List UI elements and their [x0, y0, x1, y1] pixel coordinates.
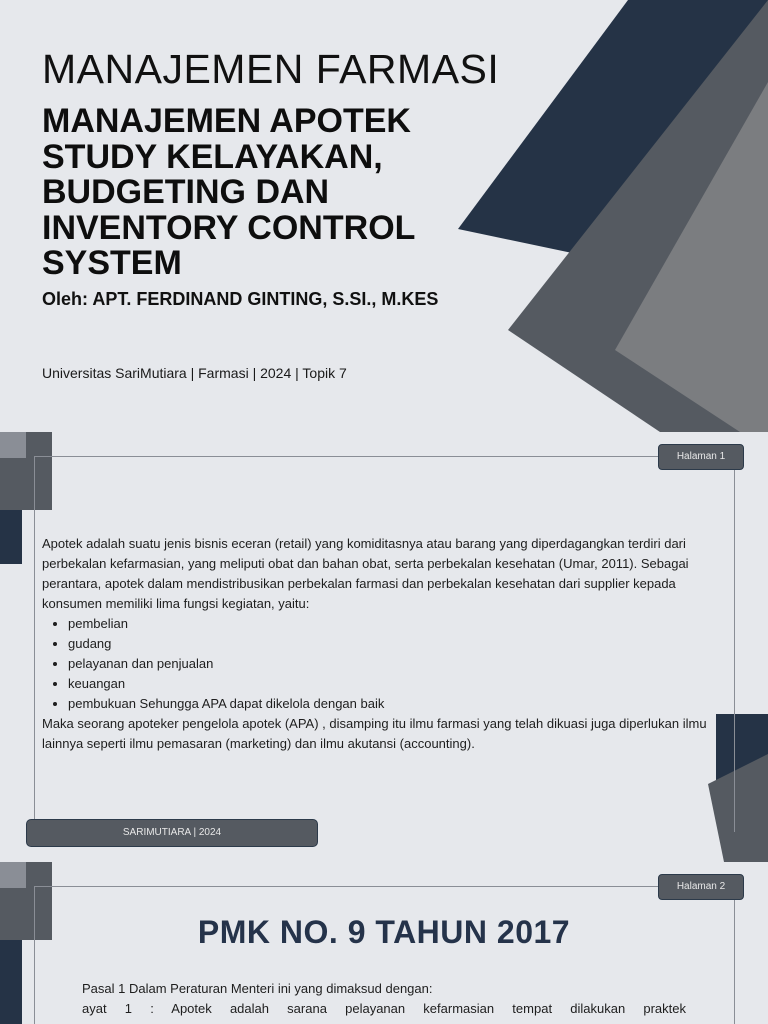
page-badge: Halaman 1 — [658, 444, 744, 470]
list-item: • pembelian — [68, 614, 712, 634]
function-list — [42, 614, 712, 714]
intro-paragraph: Apotek adalah suatu jenis bisnis eceran (retail) yang komiditasnya atau barang yang diperdagangkan terdiri dari perbekalan kefarmasian, yang meliputi obat dan bahan obat, serta perbekalan kesehatan (Umar, 2011). Sebagai perantara, apotek dalam mendistribusikan perbekalan farmasi dan perbekalan kesehatan dari supplier kepada konsumen memiliki lima fungsi kegiatan, yaitu: — [42, 536, 689, 611]
cover-subtitle: MANAJEMEN APOTEK STUDY KELAYAKAN, BUDGETING DAN INVENTORY CONTROL SYSTEM — [42, 102, 415, 282]
page-footer: SARIMUTIARA | 2024 — [26, 819, 318, 847]
frame-top-line — [34, 456, 658, 457]
list-item: • gudang — [68, 634, 712, 654]
list-item: • keuangan — [68, 674, 712, 694]
closing-paragraph: Maka seorang apoteker pengelola apotek (APA) , disamping itu ilmu farmasi yang telah dikuasi juga diperlukan ilmu lainnya seperti ilmu pemasaran (marketing) dan ilmu akutansi (accounting). — [42, 716, 707, 751]
page-2-line-1: Pasal 1 Dalam Peraturan Menteri ini yang dimaksud dengan: — [82, 981, 433, 996]
list-item: • pembukuan Sehungga APA dapat dikelola dengan baik — [68, 694, 712, 714]
page-1-body — [42, 534, 712, 754]
cover-title: MANAJEMEN FARMASI — [42, 46, 500, 92]
page-2-line-2: ayat 1 : Apotek adalah sarana pelayanan kefarmasian tempat dilakukan praktek — [82, 1001, 686, 1016]
frame-left-line — [34, 886, 35, 1024]
page-2-section — [0, 862, 768, 1024]
page-badge: Halaman 2 — [658, 874, 744, 900]
page-1-section — [0, 432, 768, 862]
page-2-title: PMK NO. 9 TAHUN 2017 — [197, 914, 571, 950]
cover-author: Oleh: APT. FERDINAND GINTING, S.SI., M.KES — [42, 289, 439, 309]
frame-right-line — [734, 468, 735, 832]
corner-block-light — [0, 432, 26, 458]
frame-top-line — [34, 886, 658, 887]
corner-block-navy — [0, 510, 22, 564]
cover-meta: Universitas SariMutiara | Farmasi | 2024 | Topik 7 — [42, 365, 347, 381]
frame-left-line — [34, 456, 35, 820]
list-item: • pelayanan dan penjualan — [68, 654, 712, 674]
corner-block-light — [0, 862, 26, 888]
corner-block-navy — [0, 940, 22, 1024]
